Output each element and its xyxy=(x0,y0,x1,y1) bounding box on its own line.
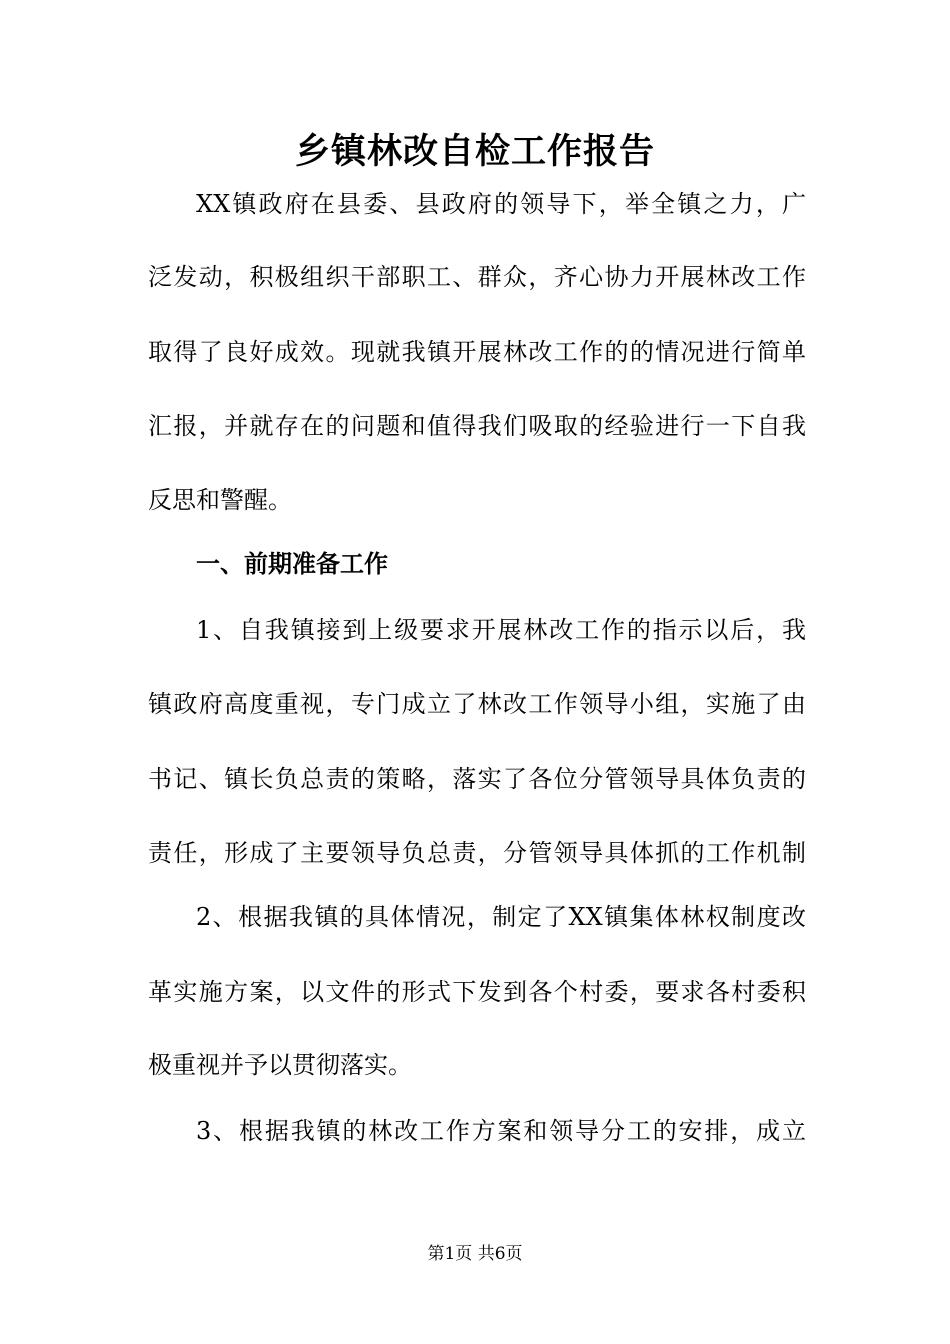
intro-line-3: 取得了良好成效。现就我镇开展林改工作的的情况进行简单 xyxy=(148,338,806,366)
page-number: 第1页 共6页 xyxy=(427,1244,523,1264)
item1-line-1: 1、自我镇接到上级要求开展林改工作的指示以后，我 xyxy=(196,616,806,644)
item1-line-2: 镇政府高度重视，专门成立了林改工作领导小组，实施了由 xyxy=(148,690,806,718)
item2-line-2: 革实施方案，以文件的形式下发到各个村委，要求各村委积 xyxy=(148,978,806,1006)
item2-line-1: 2、根据我镇的具体情况，制定了XX镇集体林权制度改 xyxy=(196,903,806,931)
item2-line-3: 极重视并予以贯彻落实。 xyxy=(148,1051,412,1079)
item3-line-1: 3、根据我镇的林改工作方案和领导分工的安排，成立 xyxy=(196,1117,806,1145)
intro-line-4: 汇报，并就存在的问题和值得我们吸取的经验进行一下自我 xyxy=(148,412,806,440)
intro-line-2: 泛发动，积极组织干部职工、群众，齐心协力开展林改工作 xyxy=(148,263,806,291)
section-heading-preparation: 一、前期准备工作 xyxy=(196,550,388,578)
item1-line-3: 书记、镇长负总责的策略，落实了各位分管领导具体负责的 xyxy=(148,765,806,793)
intro-line-1: XX镇政府在县委、县政府的领导下，举全镇之力，广 xyxy=(196,190,806,218)
document-title: 乡镇林改自检工作报告 xyxy=(294,132,655,172)
intro-line-5: 反思和警醒。 xyxy=(148,486,292,514)
item1-line-4: 责任，形成了主要领导负总责，分管领导具体抓的工作机制 xyxy=(148,839,806,867)
